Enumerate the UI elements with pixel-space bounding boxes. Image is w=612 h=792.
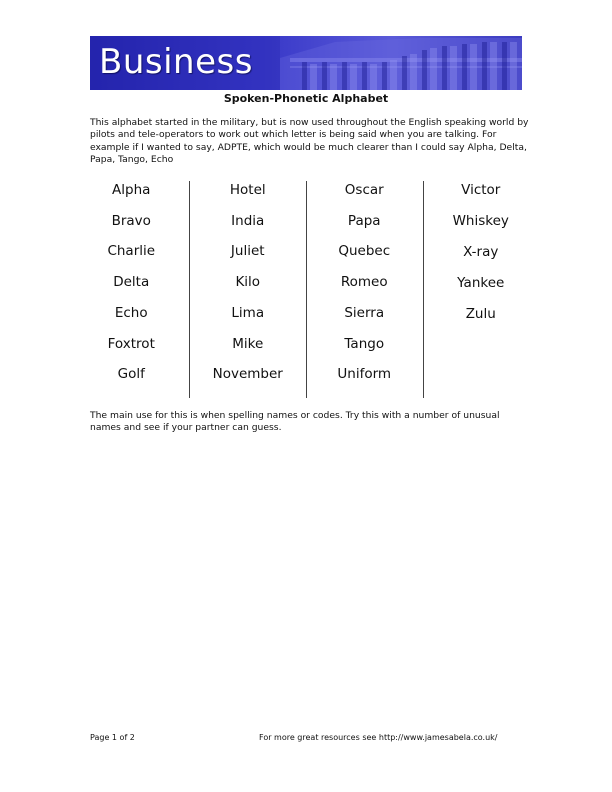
page-title: Spoken-Phonetic Alphabet <box>223 92 389 105</box>
alphabet-word: Sierra <box>344 304 385 321</box>
alphabet-word: Juliet <box>230 243 265 260</box>
alphabet-word: Golf <box>117 366 145 383</box>
page-number: Page 1 of 2 <box>90 733 135 742</box>
alphabet-word: Bravo <box>111 212 151 229</box>
alphabet-word: Romeo <box>340 274 388 291</box>
alphabet-word: Delta <box>113 274 150 291</box>
alphabet-word: Hotel <box>229 182 266 198</box>
banner-title: Business <box>99 42 253 82</box>
alphabet-column-2 <box>190 181 307 398</box>
alphabet-word: X-ray <box>463 244 499 260</box>
intro-paragraph: This alphabet started in the military, but is now used throughout the English speaking world by pilots and tele-operators to work out which letter is being said when you are talking. For example if I wanted to say, ADPTE, which would be much clearer than I could say Alpha, Delta, Papa, Tango, Echo <box>90 117 529 165</box>
alphabet-word: Whiskey <box>452 213 509 229</box>
alphabet-word: November <box>212 366 283 383</box>
alphabet-column-3 <box>306 181 423 398</box>
resources-footer: For more great resources see http://www.jamesabela.co.uk/ <box>259 733 498 742</box>
column-divider <box>423 181 424 398</box>
alphabet-word: Alpha <box>112 182 151 198</box>
column-divider <box>306 181 307 398</box>
phonetic-alphabet-table <box>73 181 539 398</box>
alphabet-word: Uniform <box>337 366 392 383</box>
alphabet-word: Lima <box>231 304 265 321</box>
alphabet-word: Foxtrot <box>107 335 155 352</box>
header-banner <box>90 36 522 90</box>
alphabet-word: Mike <box>232 335 264 352</box>
alphabet-word: Zulu <box>465 306 496 322</box>
alphabet-column-1 <box>73 181 190 398</box>
alphabet-word: Yankee <box>457 275 505 291</box>
column-divider <box>189 181 190 398</box>
alphabet-word: Papa <box>347 212 381 229</box>
alphabet-word: Echo <box>114 304 148 321</box>
alphabet-word: Quebec <box>338 243 391 260</box>
alphabet-word: Charlie <box>107 243 156 260</box>
closing-paragraph: The main use for this is when spelling names or codes. Try this with a number of unusual names and see if your partner can guess. <box>90 410 500 434</box>
alphabet-word: Kilo <box>235 274 261 291</box>
alphabet-word: Oscar <box>344 182 384 198</box>
alphabet-column-4 <box>423 181 540 398</box>
alphabet-word: Tango <box>344 335 385 352</box>
alphabet-word: Victor <box>461 182 501 198</box>
alphabet-word: India <box>231 212 265 229</box>
